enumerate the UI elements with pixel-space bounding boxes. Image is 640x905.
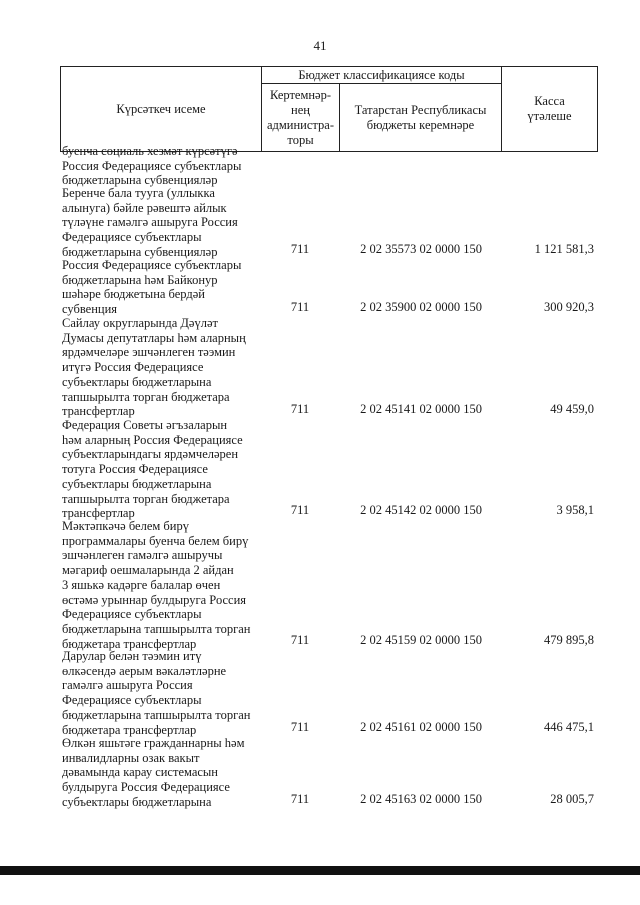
- scan-edge-bar: [0, 866, 640, 875]
- row-budget-code: 2 02 45142 02 0000 150: [360, 503, 482, 517]
- row-admin-code: 711: [290, 720, 310, 734]
- row-admin-code: 711: [290, 402, 310, 416]
- row-amount: 28 005,7: [550, 792, 594, 806]
- header-revenues-label: Татарстан Республикасы бюджеты керемнәре: [354, 102, 487, 132]
- row-description: Сайлау округларында Дәүләт Думасы депутатлары һәм аларның ярдәмчеләре эшчәнлеген тәэмин итүгә Россия Федерациясе субъектлары бюджетларына тапшырылта торган бюджетара трансфертлар: [62, 316, 246, 419]
- row-admin-code: 711: [290, 792, 310, 806]
- row-description: Россия Федерациясе субъектлары бюджетларына һәм Байконур шәһәре бюджетына бердәй субвенция: [62, 258, 242, 317]
- row-admin-code: 711: [290, 300, 310, 314]
- header-budget-codes: [261, 66, 502, 84]
- row-description: буенча социаль хезмәт күрсәтүгә Россия Федерациясе субъектлары бюджетларына субвенцияләр: [62, 144, 242, 188]
- row-description: Өлкән яшьтәге гражданнарны һәм инвалидларны озак вакыт дәвамында карау системасын булдыруга Россия Федерациясе субъектлары бюджетларына: [62, 736, 245, 809]
- row-amount: 49 459,0: [550, 402, 594, 416]
- row-budget-code: 2 02 45163 02 0000 150: [360, 792, 482, 806]
- header-admin-label: Кертемнәр- нең администра- торы: [266, 87, 334, 147]
- row-description: Мәктәпкәчә белем бирү программалары буенча белем бирү эшчәнлеген гамәлгә ашыручы мәгариф оешмаларында 2 айдан 3 яшькә кадәрге балалар өчен өстәмә урыннар булдыруга Россия Федерациясе субъектлары бюджетларына тапшырылта торган бюджетара трансфертлар: [62, 519, 251, 651]
- header-cash: [501, 66, 598, 152]
- header-indicator-label: Күрсәткеч исеме: [116, 101, 206, 116]
- header-revenues: [339, 83, 502, 152]
- row-description: Беренче бала тууга (уллыкка алынуга) бәйле рәвештә айлык түләүне гамәлгә ашыруга Россия Федерациясе субъектлары бюджетларына субвенцияләр: [62, 186, 238, 259]
- row-amount: 446 475,1: [544, 720, 594, 734]
- row-admin-code: 711: [290, 242, 310, 256]
- header-admin: [261, 83, 340, 152]
- row-amount: 1 121 581,3: [534, 242, 594, 256]
- row-budget-code: 2 02 35573 02 0000 150: [360, 242, 482, 256]
- page-number: 41: [313, 38, 327, 53]
- header-budget-codes-label: Бюджет классификациясе коды: [298, 67, 465, 82]
- row-budget-code: 2 02 45141 02 0000 150: [360, 402, 482, 416]
- row-amount: 3 958,1: [556, 503, 594, 517]
- header-indicator-name: [60, 66, 262, 152]
- row-admin-code: 711: [290, 633, 310, 647]
- row-budget-code: 2 02 45159 02 0000 150: [360, 633, 482, 647]
- header-cash-label: Касса үтәлеше: [527, 94, 572, 123]
- row-admin-code: 711: [290, 503, 310, 517]
- row-amount: 479 895,8: [544, 633, 594, 647]
- row-amount: 300 920,3: [544, 300, 594, 314]
- row-description: Дарулар белән тәэмин итү өлкәсендә аерым вәкаләтләрне гамәлгә ашыруга Россия Федерациясе субъектлары бюджетларына тапшырылта торган бюджетара трансфертлар: [62, 649, 251, 737]
- row-description: Федерация Советы әгъзаларын һәм аларның Россия Федерациясе субъектларындагы ярдәмчеләрен тотуга Россия Федерациясе субъектлары бюджетларына тапшырылта торган бюджетара трансфертлар: [62, 418, 243, 521]
- row-budget-code: 2 02 35900 02 0000 150: [360, 300, 482, 314]
- row-budget-code: 2 02 45161 02 0000 150: [360, 720, 482, 734]
